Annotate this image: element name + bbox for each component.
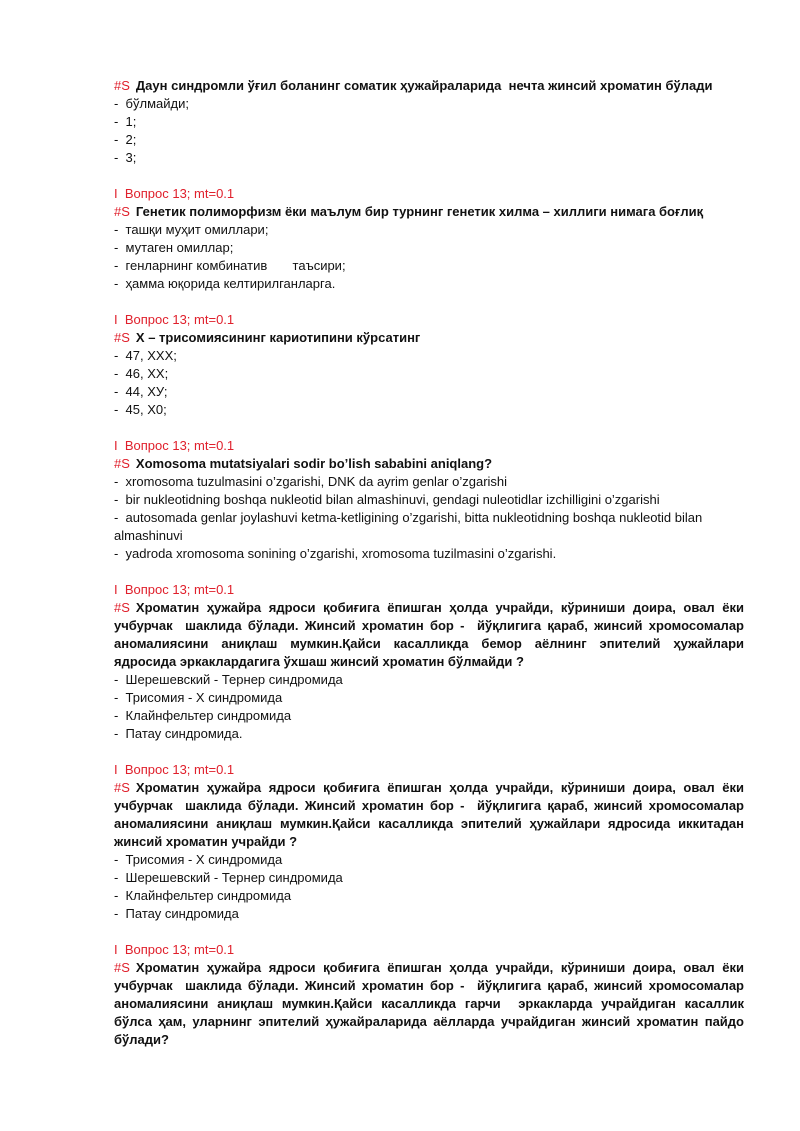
answer-option: - yadroda xromosoma sonining o’zgarishi, xromosoma tuzilmasini o’zgarishi. <box>114 546 557 561</box>
question-label: Генетик полиморфизм ёки маълум бир турнинг генетик хилма – хиллиги нимага боғлиқ <box>135 204 704 219</box>
answer-option: - 2; <box>114 132 137 147</box>
answer-option: - xromosoma tuzulmasini o’zgarishi, DNK da ayrim genlar o’zgarishi <box>114 474 508 489</box>
question-label: Хроматин ҳужайра ядроси қобиғига ёпишган ҳолда учрайди, кўриниши доира, овал ёки учбурчак шаклида бўлади. Жинсий хроматин бор - йўқлигига қараб, жинсий хромосомалар аномалиясини аниқлаш мумкин.Қайси касалликда эпителий ҳужайлари ядросида иккитадан жинсий хроматин учрайди ? <box>114 780 748 849</box>
question-text <box>114 203 744 221</box>
answer-option: - мутаген омиллар; <box>114 240 234 255</box>
answer-option: - Шерешевский - Тернер синдромида <box>114 672 343 687</box>
answer-option: - bir nukleotidning boshqa nukleotid bilan almashinuvi, gendagi nuleotidlar izchilligini o’zgarishi <box>114 492 660 507</box>
question-meta: I Вопрос 13; mt=0.1 <box>114 582 235 597</box>
question-text <box>114 77 744 95</box>
answer-option: - ташқи муҳит омиллари; <box>114 222 269 237</box>
answer-option: - бўлмайди; <box>114 96 189 111</box>
answer-option: - генларнинг комбинатив таъсири; <box>114 258 346 273</box>
question-meta: I Вопрос 13; mt=0.1 <box>114 942 235 957</box>
question-tag: #S <box>114 330 130 345</box>
question-block <box>114 761 748 923</box>
answer-option: - Трисомия - Х синдромида <box>114 690 283 705</box>
question-label: Х – трисомиясининг кариотипини кўрсатинг <box>135 330 421 345</box>
question-tag: #S <box>114 78 130 93</box>
answer-option: - Патау синдромида <box>114 906 239 921</box>
question-tag: #S <box>114 456 130 471</box>
question-text <box>114 329 744 347</box>
answer-option: - 3; <box>114 150 137 165</box>
question-text <box>114 959 748 1049</box>
answer-option: - Шерешевский - Тернер синдромида <box>114 870 343 885</box>
answer-option: - 47, ХХХ; <box>114 348 177 363</box>
document-page <box>114 77 748 1067</box>
answer-option: - 1; <box>114 114 137 129</box>
question-label: Xomosoma mutatsiyalari sodir bo’lish sababini aniqlang? <box>135 456 493 471</box>
question-label: Даун синдромли ўғил боланинг соматик ҳужайраларида нечта жинсий хроматин бўлади <box>135 78 713 93</box>
question-tag: #S <box>114 600 130 615</box>
question-meta: I Вопрос 13; mt=0.1 <box>114 186 235 201</box>
question-tag: #S <box>114 960 130 975</box>
answer-option: - Клайнфельтер синдромида <box>114 708 292 723</box>
question-block <box>114 437 744 563</box>
answer-option: - autosomada genlar joylashuvi ketma-ketligining o’zgarishi, bitta nukleotidning boshqa nukleotid bilan almashinuvi <box>114 510 706 543</box>
question-block <box>114 77 744 167</box>
question-tag: #S <box>114 780 130 795</box>
answer-option: - 45, Х0; <box>114 402 167 417</box>
question-block <box>114 941 748 1049</box>
question-meta: I Вопрос 13; mt=0.1 <box>114 312 235 327</box>
question-label: Хроматин ҳужайра ядроси қобиғига ёпишган ҳолда учрайди, кўриниши доира, овал ёки учбурчак шаклида бўлади. Жинсий хроматин бор - йўқлигига қараб, жинсий хромосомалар аномалиясини аниқлаш мумкин.Қайси касалликда бемор аёлнинг эпителий ҳужайлари ядросида эркаклардагига ўхшаш жинсий хроматин бўлмайди ? <box>114 600 748 669</box>
question-block <box>114 581 748 743</box>
answer-option: - ҳамма юқорида келтирилганларга. <box>114 276 336 291</box>
question-label: Хроматин ҳужайра ядроси қобиғига ёпишган ҳолда учрайди, кўриниши доира, овал ёки учбурчак шаклида бўлади. Жинсий хроматин бор - йўқлигига қараб, жинсий хромосомалар аномалиясини аниқлаш мумкин.Қайси касалликда гарчи эркакларда учрайдиган касаллик бўлса ҳам, уларнинг эпителий ҳужайраларида аёлларда учрайдиган жинсий хроматин пайдо бўлади? <box>114 960 748 1047</box>
answer-option: - 46, ХХ; <box>114 366 169 381</box>
question-block <box>114 185 744 293</box>
answer-option: - Патау синдромида. <box>114 726 243 741</box>
question-text <box>114 599 748 671</box>
answer-option: - Трисомия - Х синдромида <box>114 852 283 867</box>
question-tag: #S <box>114 204 130 219</box>
answer-option: - Клайнфельтер синдромида <box>114 888 292 903</box>
question-text <box>114 455 744 473</box>
answer-option: - 44, ХУ; <box>114 384 168 399</box>
question-meta: I Вопрос 13; mt=0.1 <box>114 762 235 777</box>
question-text <box>114 779 748 851</box>
question-block <box>114 311 744 419</box>
question-meta: I Вопрос 13; mt=0.1 <box>114 438 235 453</box>
